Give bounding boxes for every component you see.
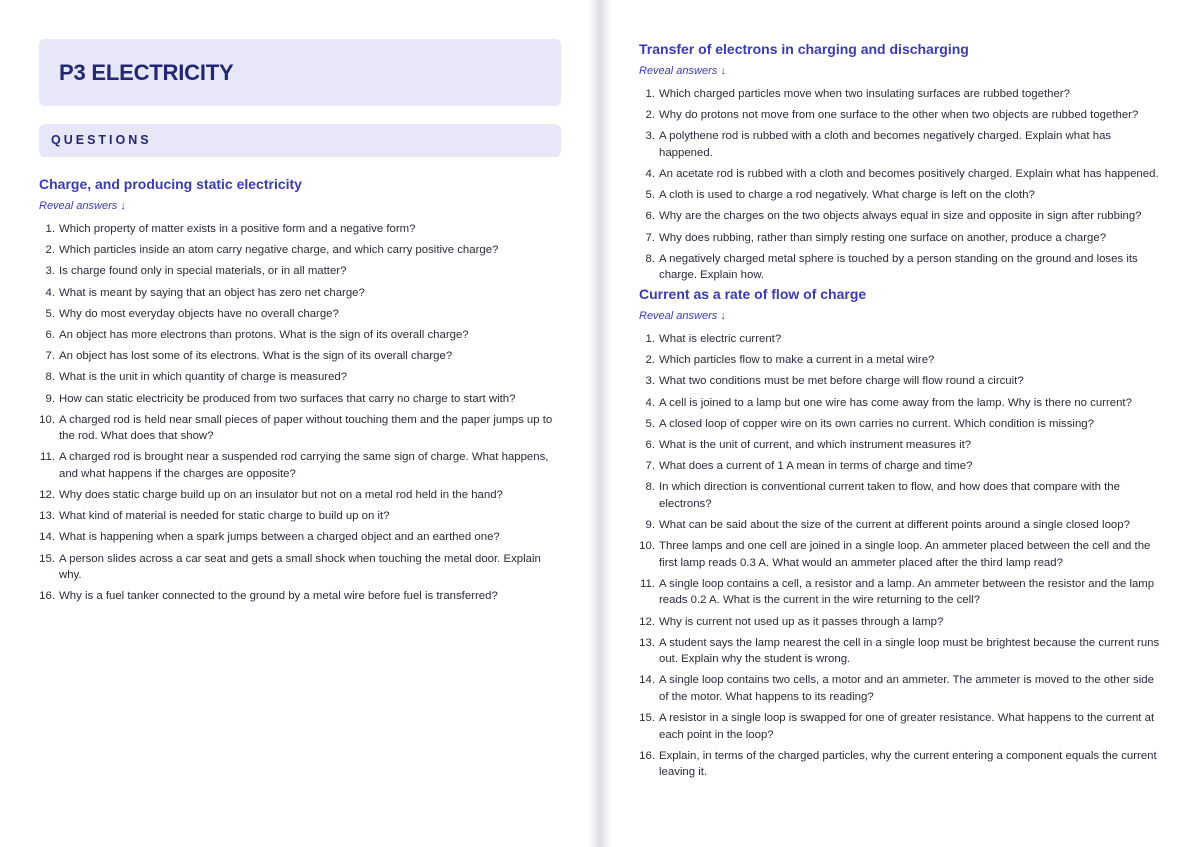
question-item bbox=[639, 86, 1164, 103]
question-number: 6. bbox=[645, 210, 655, 223]
question-number: 7. bbox=[645, 231, 655, 244]
question-text: What kind of material is needed for static charge to build up on it? bbox=[59, 510, 390, 523]
question-text: An object has more electrons than protons. What is the sign of its overall charge? bbox=[59, 328, 469, 341]
question-number: 16. bbox=[639, 749, 655, 762]
right-page bbox=[612, 0, 1200, 847]
question-text: What two conditions must be met before charge will flow round a circuit? bbox=[659, 375, 1024, 388]
question-list bbox=[39, 221, 564, 605]
question-text: Which property of matter exists in a positive form and a negative form? bbox=[59, 223, 416, 235]
question-text: Which charged particles move when two insulating surfaces are rubbed together? bbox=[659, 88, 1070, 100]
question-number: 3. bbox=[645, 130, 655, 143]
question-number: 4. bbox=[645, 396, 655, 409]
question-number: 14. bbox=[39, 531, 55, 544]
question-item bbox=[639, 635, 1164, 668]
question-number: 5. bbox=[645, 189, 655, 202]
question-item bbox=[639, 128, 1164, 161]
question-number: 1. bbox=[645, 88, 655, 100]
question-list bbox=[639, 86, 1164, 284]
question-item bbox=[639, 352, 1164, 369]
question-item bbox=[639, 107, 1164, 124]
question-number: 10. bbox=[39, 413, 55, 426]
question-text: An acetate rod is rubbed with a cloth and becomes positively charged. Explain what has happened. bbox=[659, 168, 1159, 181]
question-number: 8. bbox=[45, 371, 55, 384]
section-electron-transfer bbox=[639, 40, 1164, 289]
question-item bbox=[39, 391, 564, 408]
question-item bbox=[639, 538, 1164, 571]
question-number: 1. bbox=[645, 333, 655, 345]
question-text: A cloth is used to charge a rod negatively. What charge is left on the cloth? bbox=[659, 189, 1035, 202]
question-text: Three lamps and one cell are joined in a single loop. An ammeter placed between the cell and the first lamp reads 0.3 A. What would an ammeter placed after the third lamp read? bbox=[659, 540, 1151, 569]
question-item bbox=[639, 331, 1164, 348]
question-item bbox=[39, 529, 564, 546]
question-item bbox=[639, 517, 1164, 534]
reveal-answers-link[interactable]: Reveal answers ↓ bbox=[639, 310, 726, 322]
question-item bbox=[39, 327, 564, 344]
question-item bbox=[39, 285, 564, 302]
question-text: Why is a fuel tanker connected to the ground by a metal wire before fuel is transferred? bbox=[59, 590, 498, 603]
question-number: 8. bbox=[645, 252, 655, 265]
question-text: A closed loop of copper wire on its own carries no current. Which condition is missing? bbox=[659, 417, 1094, 430]
question-text: Why do protons not move from one surface to the other when two objects are rubbed together? bbox=[659, 109, 1139, 122]
question-text: What is electric current? bbox=[659, 333, 782, 345]
question-number: 3. bbox=[645, 375, 655, 388]
question-text: Why are the charges on the two objects always equal in size and opposite in sign after rubbing? bbox=[659, 210, 1142, 223]
question-item bbox=[639, 416, 1164, 433]
question-item bbox=[639, 710, 1164, 743]
question-text: Why is current not used up as it passes through a lamp? bbox=[659, 615, 944, 628]
question-text: A person slides across a car seat and gets a small shock when touching the metal door. Explain why. bbox=[59, 552, 541, 582]
question-number: 5. bbox=[645, 417, 655, 430]
question-number: 4. bbox=[45, 286, 55, 299]
question-number: 6. bbox=[645, 438, 655, 451]
question-item bbox=[639, 672, 1164, 705]
question-item bbox=[639, 230, 1164, 247]
question-number: 7. bbox=[645, 460, 655, 473]
question-number: 9. bbox=[645, 519, 655, 531]
page-title: P3 ELECTRICITY bbox=[59, 60, 234, 85]
question-number: 16. bbox=[39, 590, 55, 603]
question-number: 2. bbox=[45, 244, 55, 257]
question-number: 2. bbox=[645, 354, 655, 367]
question-item bbox=[39, 508, 564, 525]
question-item bbox=[639, 251, 1164, 284]
question-text: Why does static charge build up on an insulator but not on a metal rod held in the hand? bbox=[59, 489, 503, 502]
question-number: 15. bbox=[39, 552, 55, 565]
section-heading: Transfer of electrons in charging and discharging bbox=[639, 41, 969, 57]
question-text: What can be said about the size of the current at different points around a single closed loop? bbox=[659, 519, 1130, 531]
reveal-answers-link[interactable]: Reveal answers ↓ bbox=[639, 65, 726, 77]
question-text: Which particles inside an atom carry negative charge, and which carry positive charge? bbox=[59, 244, 499, 257]
question-text: A polythene rod is rubbed with a cloth and becomes negatively charged. Explain what has happened. bbox=[659, 130, 1112, 159]
question-item bbox=[39, 348, 564, 365]
question-item bbox=[639, 373, 1164, 390]
question-item bbox=[639, 479, 1164, 512]
question-text: A single loop contains a cell, a resistor and a lamp. An ammeter between the resistor and the lamp reads 0.2 A. What is the current in the wire returning to the cell? bbox=[659, 577, 1155, 607]
question-text: A resistor in a single loop is swapped for one of greater resistance. What happens to the current at each point in the loop? bbox=[659, 712, 1155, 741]
question-text: Is charge found only in special materials, or in all matter? bbox=[59, 265, 347, 278]
questions-label: QUESTIONS bbox=[51, 133, 152, 147]
question-text: Which particles flow to make a current in a metal wire? bbox=[659, 354, 935, 367]
question-item bbox=[39, 263, 564, 280]
question-number: 11. bbox=[640, 577, 655, 590]
question-text: A negatively charged metal sphere is touched by a person standing on the ground and loses its charge. Explain how. bbox=[659, 252, 1138, 282]
question-number: 15. bbox=[639, 712, 655, 725]
section-current bbox=[639, 285, 1164, 786]
section-heading: Current as a rate of flow of charge bbox=[639, 286, 867, 302]
question-text: A charged rod is held near small pieces of paper without touching them and the paper jumps up to the rod. What does that show? bbox=[59, 413, 553, 443]
question-item bbox=[39, 221, 564, 238]
question-item bbox=[39, 487, 564, 504]
question-item bbox=[639, 187, 1164, 204]
question-text: In which direction is conventional current taken to flow, and how does that compare with the electrons? bbox=[659, 481, 1120, 510]
reveal-answers-link[interactable]: Reveal answers ↓ bbox=[39, 200, 126, 212]
question-text: Explain, in terms of the charged particles, why the current entering a component equals the current leaving it. bbox=[659, 749, 1157, 779]
question-text: What is happening when a spark jumps between a charged object and an earthed one? bbox=[59, 531, 500, 544]
question-item bbox=[639, 458, 1164, 475]
question-number: 8. bbox=[645, 481, 655, 494]
question-text: What is the unit in which quantity of charge is measured? bbox=[59, 371, 348, 384]
question-text: An object has lost some of its electrons. What is the sign of its overall charge? bbox=[59, 350, 453, 363]
question-number: 10. bbox=[639, 540, 655, 553]
question-text: Why does rubbing, rather than simply resting one surface on another, produce a charge? bbox=[659, 231, 1107, 244]
question-number: 11. bbox=[40, 451, 55, 464]
question-number: 12. bbox=[639, 615, 655, 628]
question-number: 14. bbox=[639, 674, 655, 687]
question-number: 3. bbox=[45, 265, 55, 278]
question-number: 7. bbox=[45, 350, 55, 363]
question-item bbox=[39, 551, 564, 584]
question-item bbox=[639, 395, 1164, 412]
question-number: 12. bbox=[39, 489, 55, 502]
question-item bbox=[639, 576, 1164, 609]
question-text: A single loop contains two cells, a motor and an ammeter. The ammeter is moved to the other side of the motor. What happens to its reading? bbox=[659, 674, 1154, 703]
question-text: Why do most everyday objects have no overall charge? bbox=[59, 307, 339, 320]
question-number: 5. bbox=[45, 307, 55, 320]
left-page bbox=[0, 0, 588, 847]
section-charge-static bbox=[39, 175, 564, 610]
question-text: What is meant by saying that an object has zero net charge? bbox=[59, 286, 365, 299]
question-number: 2. bbox=[645, 109, 655, 122]
question-item bbox=[639, 748, 1164, 781]
questions-banner bbox=[39, 124, 561, 157]
question-item bbox=[639, 166, 1164, 183]
question-text: A student says the lamp nearest the cell in a single loop must be brightest because the current runs out. Explain why the student is wrong. bbox=[659, 636, 1160, 666]
question-item bbox=[639, 437, 1164, 454]
section-heading: Charge, and producing static electricity bbox=[39, 176, 302, 192]
question-item bbox=[39, 306, 564, 323]
question-list bbox=[639, 331, 1164, 781]
question-item bbox=[39, 449, 564, 482]
question-number: 9. bbox=[45, 392, 55, 405]
question-item bbox=[639, 614, 1164, 631]
question-item bbox=[639, 208, 1164, 225]
question-text: How can static electricity be produced from two surfaces that carry no charge to start with? bbox=[59, 392, 516, 405]
question-number: 13. bbox=[39, 510, 55, 523]
question-number: 4. bbox=[645, 168, 655, 181]
question-number: 6. bbox=[45, 328, 55, 341]
question-text: What is the unit of current, and which instrument measures it? bbox=[659, 438, 972, 451]
question-text: What does a current of 1 A mean in terms of charge and time? bbox=[659, 460, 973, 473]
page-gutter bbox=[588, 0, 612, 847]
question-text: A cell is joined to a lamp but one wire has come away from the lamp. Why is there no current? bbox=[659, 396, 1132, 409]
question-number: 13. bbox=[639, 636, 655, 649]
question-item bbox=[39, 588, 564, 605]
title-banner bbox=[39, 39, 561, 106]
question-text: A charged rod is brought near a suspended rod carrying the same sign of charge. What happens, and what happens if the charges are opposite? bbox=[59, 451, 549, 480]
question-number: 1. bbox=[45, 223, 55, 235]
question-item bbox=[39, 412, 564, 445]
question-item bbox=[39, 242, 564, 259]
question-item bbox=[39, 369, 564, 386]
